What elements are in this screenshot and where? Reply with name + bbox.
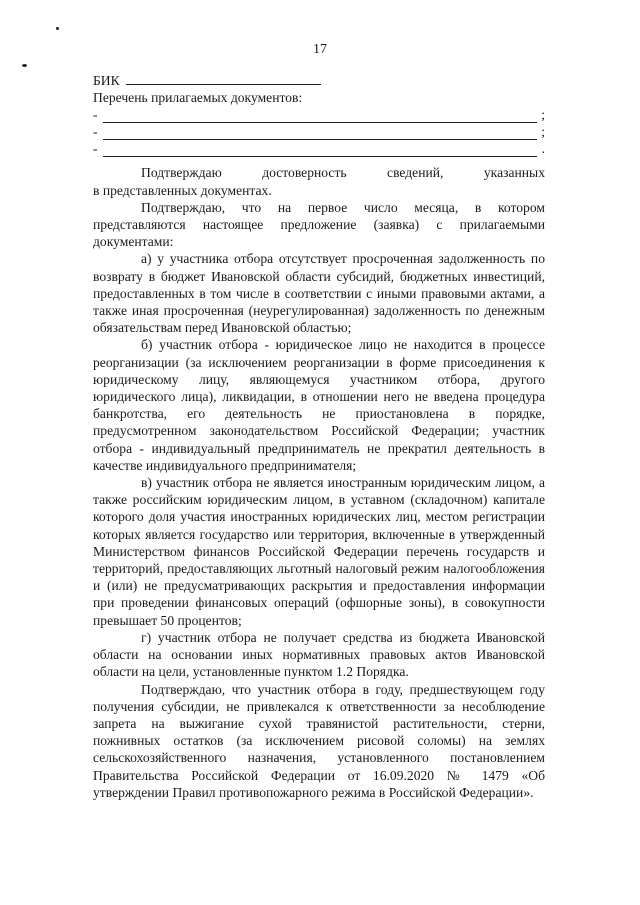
- document-entry-line: [93, 123, 545, 140]
- confirm-no-liability-paragraph: Подтверждаю, что участник отбора в году, предшествующем году получения субсидии, не привлекался к ответственности за несоблюдение запрета на выжигание сухой травянистой растительности, стерни, пожнивных остатков (за исключением рисовой соломы) на землях сельскохозяйственного назначения, установленного постановлением Правительства Российской Федерации от 16.09.2020 № 1479 «Об утверждении Правил противопожарного режима в Российской Федерации».: [93, 681, 545, 800]
- blank-line: [103, 147, 537, 157]
- item-b-paragraph: б) участник отбора - юридическое лицо не находится в процессе реорганизации (за исключением реорганизации в форме присоединения к юридическому лицу, являющемуся участником отбора, другого юридического лица), ликвидации, в отношении него не введена процедура банкротства, его деятельность не приостановлена в порядке, предусмотренном законодательством Российской Федерации; участник отбора - индивидуальный предприниматель не прекратил деятельность в качестве индивидуального предпринимателя;: [93, 337, 545, 473]
- scan-speck: [22, 64, 27, 67]
- item-a-paragraph: а) у участника отбора отсутствует просроченная задолженность по возврату в бюджет Ивановской области субсидий, бюджетных инвестиций, предоставленных в том числе в соответствии с иными правовыми актами, а также иная просроченная (неурегулированная) задолженность по денежным обязательствам перед Ивановской областью;: [93, 251, 545, 336]
- document-entry-line: [93, 140, 545, 157]
- blank-line: [103, 130, 537, 140]
- line-end-mark: ;: [541, 107, 545, 123]
- list-dash: -: [93, 141, 98, 157]
- line-end-mark: ;: [541, 124, 545, 140]
- document-entry-line: [93, 106, 545, 123]
- line-end-mark: .: [541, 141, 545, 157]
- documents-title: Перечень прилагаемых документов:: [93, 90, 303, 106]
- list-dash: -: [93, 107, 98, 123]
- bik-label: БИК: [93, 73, 120, 88]
- item-g-paragraph: г) участник отбора не получает средства из бюджета Ивановской области на основании иных нормативных правовых актов Ивановской области на цели, установленные пунктом 1.2 Порядка.: [93, 629, 545, 680]
- confirm-accuracy-continuation: в представленных документах.: [93, 182, 272, 198]
- bik-blank-line: [126, 73, 321, 85]
- scan-speck: [56, 27, 59, 30]
- page-number: 17: [313, 42, 327, 57]
- blank-line: [103, 113, 537, 123]
- confirm-first-day-paragraph: Подтверждаю, что на первое число месяца, в котором представляются настоящее предложение (заявка) с прилагаемыми документами:: [93, 199, 545, 250]
- bik-field: [93, 72, 545, 89]
- item-v-paragraph: в) участник отбора не является иностранным юридическим лицом, а также российским юридическим лицом, в уставном (складочном) капитале которого доля участия иностранных юридических лиц, местом регистрации которых является государство или территория, включенные в утвержденный Министерством финансов Российской Федерации перечень государств и территорий, предоставляющих льготный налоговый режим налогообложения и (или) не предусматривающих раскрытия и предоставления информации при проведении финансовых операций (офшорные зоны), в совокупности превышает 50 процентов;: [93, 475, 545, 628]
- list-dash: -: [93, 124, 98, 140]
- confirm-accuracy-paragraph: Подтверждаю достоверность сведений, указанных: [141, 165, 545, 181]
- document-body: [93, 72, 545, 801]
